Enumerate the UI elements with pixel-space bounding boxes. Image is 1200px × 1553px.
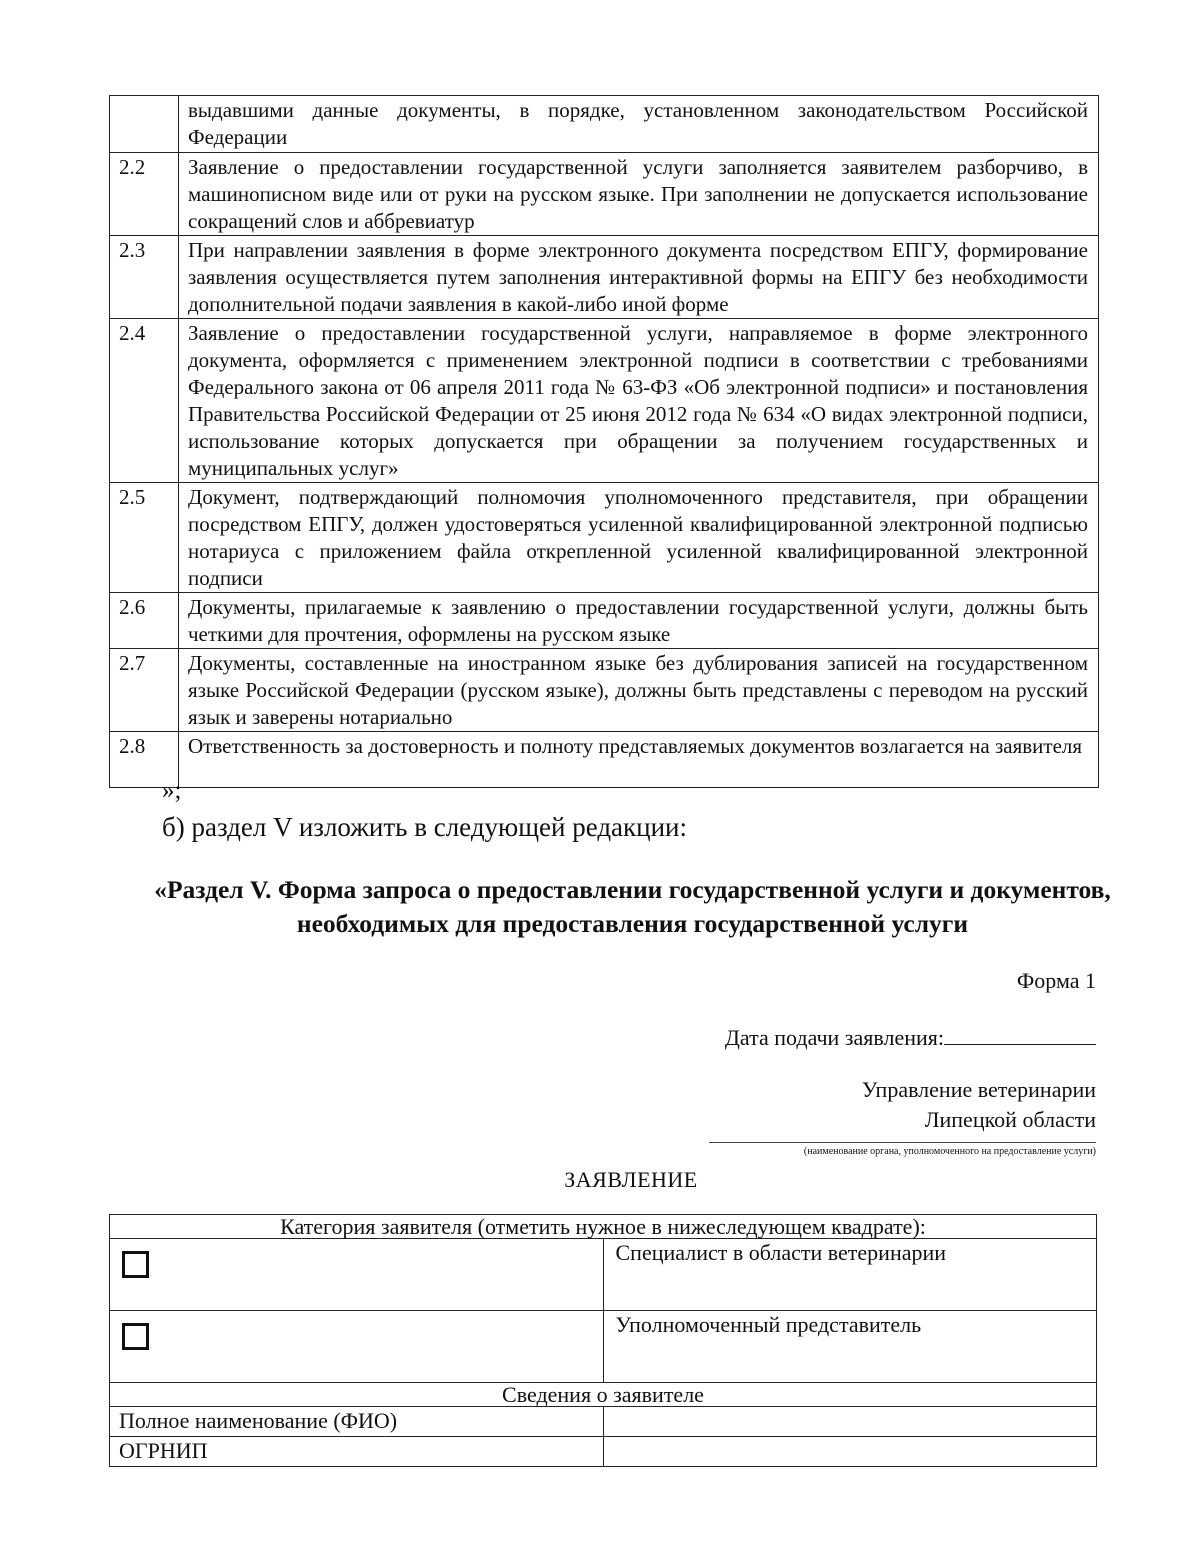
recipient-organization — [862, 1075, 1096, 1135]
organization-underline — [709, 1142, 1096, 1143]
ogrnip-field[interactable] — [603, 1437, 1097, 1467]
row-text: Документы, прилагаемые к заявлению о предоставлении государственной услуги, должны быть четкими для прочтения, оформлены на русском языке — [179, 593, 1099, 649]
date-blank — [944, 1022, 1096, 1045]
category-header: Категория заявителя (отметить нужное в нижеследующем квадрате): — [110, 1215, 1097, 1239]
row-number — [110, 96, 179, 153]
table-row — [110, 732, 1099, 788]
row-number: 2.6 — [110, 593, 179, 649]
row-text: Документ, подтверждающий полномочия уполномоченного представителя, при обращении посредством ЕПГУ, должен удостоверяться усиленной квалифицированной электронной подписью нотариуса с приложением файла открепленной усиленной квалифицированной электронной подписи — [179, 483, 1099, 593]
organization-line: Управление ветеринарии — [861, 1077, 1096, 1102]
table-row — [110, 483, 1099, 593]
row-number: 2.5 — [110, 483, 179, 593]
section-title: «Раздел V. Форма запроса о предоставлении государственной услуги и документов, необходимых для предоставления государственной услуги — [154, 875, 1111, 938]
requirements-table — [109, 95, 1099, 788]
table-row — [110, 236, 1099, 319]
date-label: Дата подачи заявления: — [724, 1025, 944, 1050]
table-row — [110, 96, 1099, 153]
amendment-instruction: б) раздел V изложить в следующей редакции: — [162, 812, 688, 842]
category-checkbox-representative[interactable] — [122, 1323, 149, 1350]
row-text: Заявление о предоставлении государственной услуги заполняется заявителем разборчиво, в машинописном виде или от руки на русском языке. При заполнении не допускается использование сокращений слов и аббревиатур — [179, 153, 1099, 236]
checkbox-cell — [110, 1239, 604, 1311]
submission-date-line — [725, 1022, 1096, 1051]
row-text: Ответственность за достоверность и полноту представляемых документов возлагается на заявителя — [179, 732, 1099, 788]
document-title: ЗАЯВЛЕНИЕ — [564, 1167, 698, 1192]
category-label: Уполномоченный представитель — [603, 1311, 1097, 1383]
row-text: Заявление о предоставлении государственной услуги, направляемое в форме электронного документа, оформляется с применением электронной подписи в соответствии с требованиями Федерального закона от 06 апреля 2011 года № 63-ФЗ «Об электронной подписи» и постановления Правительства Российской Федерации от 25 июня 2012 года № 634 «О видах электронной подписи, использование которых допускается при обращении за получением государственных и муниципальных услуг» — [179, 319, 1099, 483]
table-row — [110, 649, 1099, 732]
table-row — [110, 1437, 1097, 1467]
row-text: При направлении заявления в форме электронного документа посредством ЕПГУ, формирование заявления осуществляется путем заполнения интерактивной формы на ЕПГУ без необходимости дополнительной подачи заявления в какой-либо иной форме — [179, 236, 1099, 319]
table-row — [110, 593, 1099, 649]
field-label: Полное наименование (ФИО) — [110, 1407, 604, 1437]
organization-caption: (наименование органа, уполномоченного на предоставление услуги) — [803, 1146, 1096, 1157]
table-row — [110, 1239, 1097, 1311]
applicant-info-header: Сведения о заявителе — [110, 1383, 1097, 1407]
closing-quote: »; — [162, 777, 182, 804]
table-row — [110, 319, 1099, 483]
table-row — [110, 1383, 1097, 1407]
row-number: 2.2 — [110, 153, 179, 236]
category-label: Специалист в области ветеринарии — [603, 1239, 1097, 1311]
table-row — [110, 1215, 1097, 1239]
category-checkbox-specialist[interactable] — [122, 1251, 149, 1278]
organization-line: Липецкой области — [924, 1107, 1096, 1132]
table-row — [110, 153, 1099, 236]
table-row — [110, 1311, 1097, 1383]
row-number: 2.8 — [110, 732, 179, 788]
row-number: 2.3 — [110, 236, 179, 319]
row-number: 2.7 — [110, 649, 179, 732]
row-text: выдавшими данные документы, в порядке, установленном законодательством Российской Федерации — [179, 96, 1099, 153]
application-form-table — [109, 1214, 1097, 1467]
table-row — [110, 1407, 1097, 1437]
field-label: ОГРНИП — [110, 1437, 604, 1467]
full-name-field[interactable] — [603, 1407, 1097, 1437]
checkbox-cell — [110, 1311, 604, 1383]
row-text: Документы, составленные на иностранном языке без дублирования записей на государственном языке Российской Федерации (русском языке), должны быть представлены с переводом на русский язык и заверены нотариально — [179, 649, 1099, 732]
form-number: Форма 1 — [1016, 968, 1096, 993]
row-number: 2.4 — [110, 319, 179, 483]
